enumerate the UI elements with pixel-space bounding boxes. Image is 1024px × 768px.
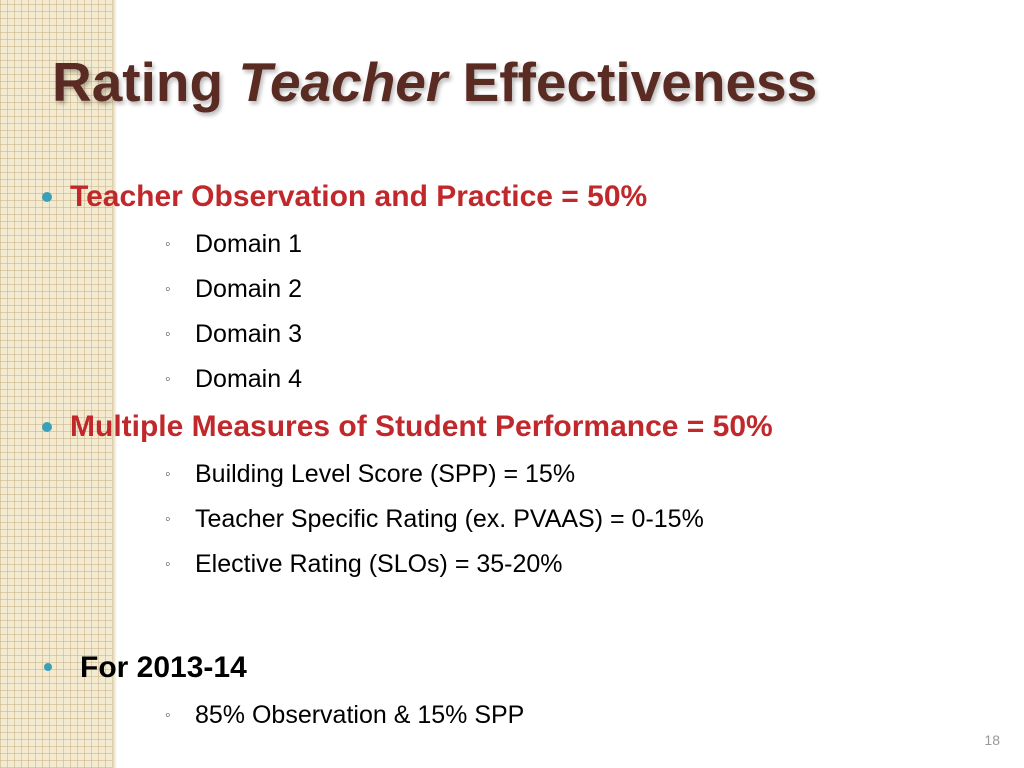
sub-bullet-domain-4 <box>40 357 1000 402</box>
hollow-circle-icon: ◦ <box>165 281 171 298</box>
hollow-circle-icon: ◦ <box>165 466 171 483</box>
sub-bullet-building-level-score <box>40 452 1000 497</box>
bullet-observation-practice <box>40 172 1000 222</box>
bullet-dot-icon <box>42 192 52 202</box>
sub-bullet-text: Building Level Score (SPP) = 15% <box>195 460 576 488</box>
bullet-heading: Teacher Observation and Practice = 50% <box>70 180 648 213</box>
sub-bullet-text: 85% Observation & 15% SPP <box>195 701 525 729</box>
sub-bullet-domain-3 <box>40 312 1000 357</box>
sub-bullet-text: Teacher Specific Rating (ex. PVAAS) = 0-15% <box>195 505 704 533</box>
title-part-effectiveness: Effectiveness <box>447 51 818 113</box>
bullet-dot-icon <box>42 422 52 432</box>
sub-bullet-elective-rating <box>40 542 1000 587</box>
hollow-circle-icon: ◦ <box>165 326 171 343</box>
page-number: 18 <box>984 732 1000 748</box>
sub-bullet-teacher-specific-rating <box>40 497 1000 542</box>
sub-bullet-domain-2 <box>40 267 1000 312</box>
sub-bullet-text: Domain 3 <box>195 320 302 348</box>
slide-content <box>40 172 1000 738</box>
title-part-rating: Rating <box>52 51 239 113</box>
sub-bullet-observation-spp <box>40 693 1000 738</box>
sub-bullet-text: Elective Rating (SLOs) = 35-20% <box>195 550 563 578</box>
sub-bullet-text: Domain 4 <box>195 365 302 393</box>
sub-bullet-domain-1 <box>40 222 1000 267</box>
sub-bullet-text: Domain 1 <box>195 230 302 258</box>
bullet-student-performance <box>40 402 1000 452</box>
hollow-circle-icon: ◦ <box>165 511 171 528</box>
hollow-circle-icon: ◦ <box>165 236 171 253</box>
hollow-circle-icon: ◦ <box>165 556 171 573</box>
hollow-circle-icon: ◦ <box>165 371 171 388</box>
title-part-teacher: Teacher <box>238 51 448 113</box>
bullet-heading: Multiple Measures of Student Performance = 50% <box>70 410 773 443</box>
hollow-circle-icon: ◦ <box>165 707 171 724</box>
slide-title <box>52 52 817 113</box>
bullet-heading: For 2013-14 <box>80 651 247 684</box>
bullet-for-2013-14 <box>40 643 1000 693</box>
bullet-dot-icon <box>44 663 52 671</box>
sub-bullet-text: Domain 2 <box>195 275 302 303</box>
